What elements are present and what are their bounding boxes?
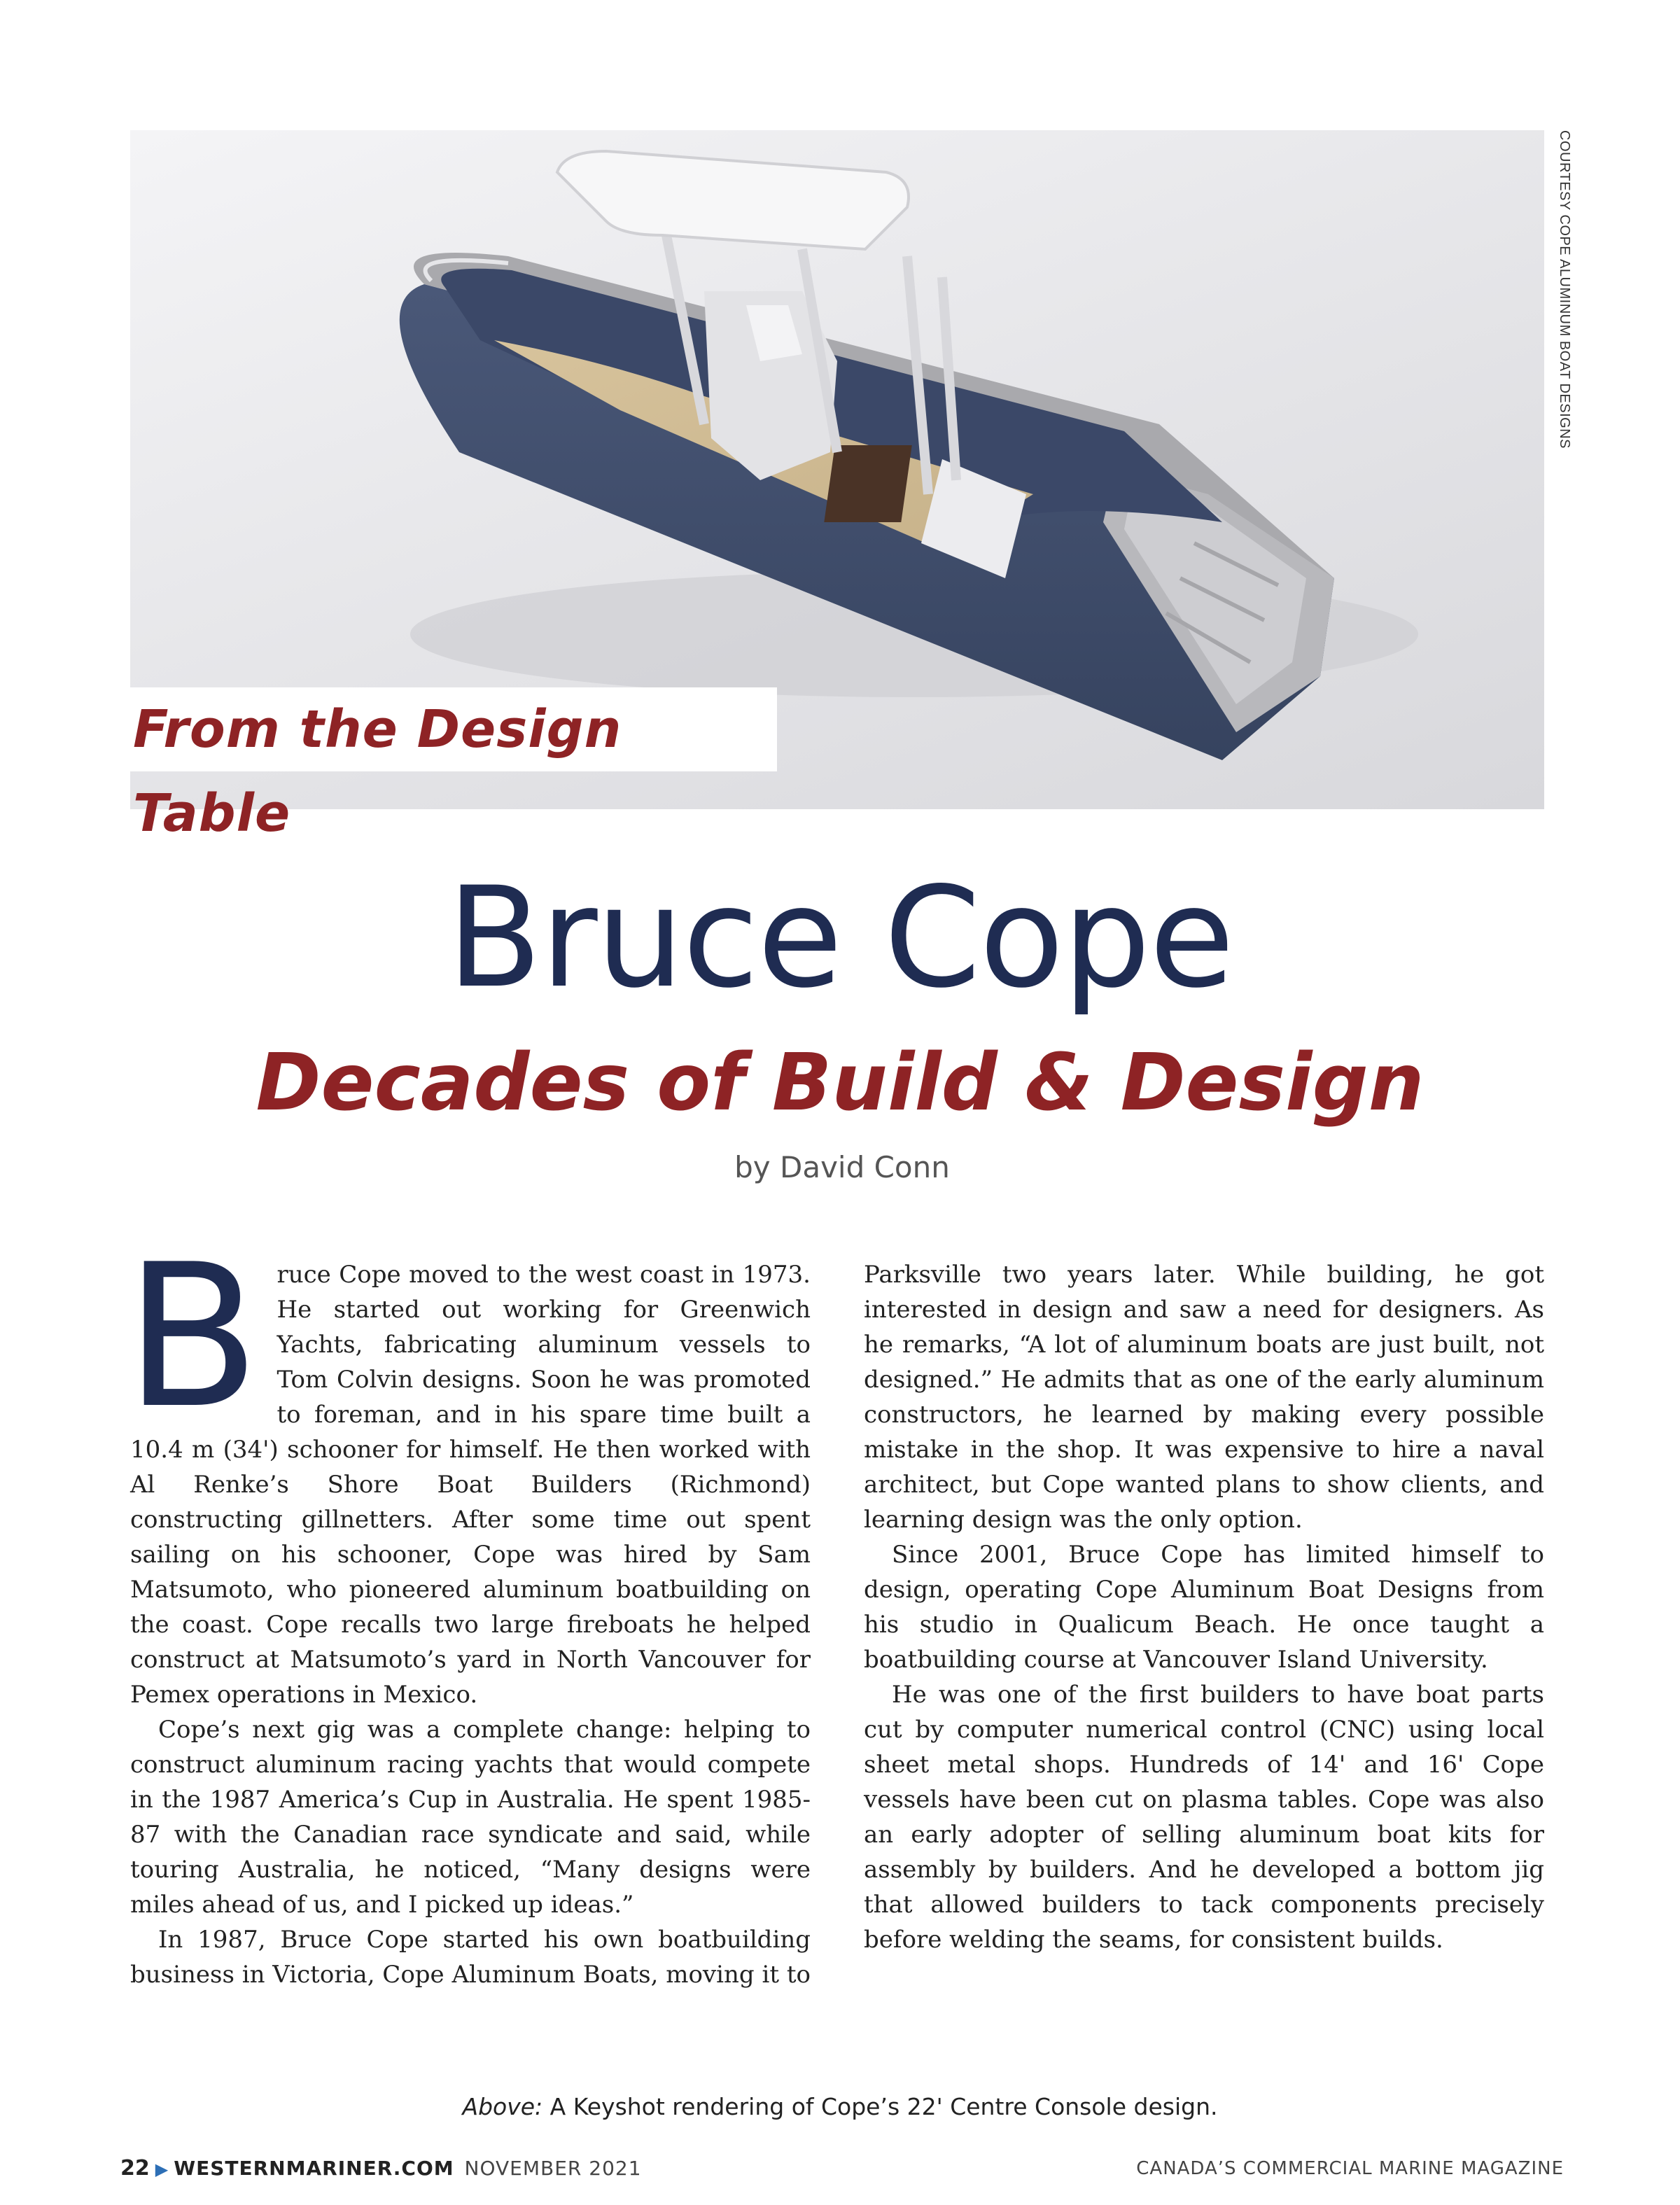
arrow-right-icon: ▶ <box>155 2160 169 2179</box>
footer-left <box>120 2155 642 2183</box>
paragraph: In 1987, Bruce Cope started his own boatbuilding business in Victoria, Cope Aluminum Boats, moving it to <box>130 1926 811 1989</box>
caption-label: Above: <box>462 2093 543 2120</box>
section-tag: From the Design Table <box>130 687 777 771</box>
photo-credit: COURTESY COPE ALUMINUM BOAT DESIGNS <box>1557 130 1572 449</box>
paragraph: Since 2001, Bruce Cope has limited himself to design, operating Cope Aluminum Boat Designs from his studio in Qualicum Beach. He once taught a boatbuilding course at Vancouver Island University. <box>864 1541 1544 1674</box>
article-title: Bruce Cope <box>447 857 1233 1018</box>
body-column-right <box>864 1257 1544 1957</box>
paragraph: Cope’s next gig was a complete change: helping to construct aluminum racing yachts that would compete in the 1987 America’s Cup in Australia. He spent 1985-87 with the Canadian race syndicate and said, while touring Australia, he noticed, “Many designs were miles ahead of us, and I picked up ideas.” <box>130 1716 811 1919</box>
body-column-left <box>125 1222 811 1992</box>
website-link[interactable]: WESTERNMARINER.COM <box>174 2157 454 2180</box>
magazine-tagline: CANADA’S COMMERCIAL MARINE MAGAZINE <box>1136 2158 1564 2179</box>
drop-cap: B <box>125 1222 260 1452</box>
byline: by David Conn <box>734 1150 950 1184</box>
paragraph: He was one of the first builders to have boat parts cut by computer numerical control (CNC) using local sheet metal shops. Hundreds of 14' and 16' Cope vessels have been cut on plasma tables. Cope was also an early adopter of selling aluminum boat kits for assembly by builders. And he developed a bottom jig that allowed builders to tack components precisely before welding the seams, for consistent builds. <box>864 1681 1544 1954</box>
image-caption <box>0 2093 1680 2120</box>
article-subtitle: Decades of Build & Design <box>255 1037 1424 1128</box>
issue-date: NOVEMBER 2021 <box>464 2157 642 2180</box>
caption-text: A Keyshot rendering of Cope’s 22' Centre Console design. <box>550 2093 1218 2120</box>
page-number: 22 <box>120 2156 150 2180</box>
paragraph: Bruce Cope moved to the west coast in 1973. He started out working for Greenwich Yachts, fabricating aluminum vessels to Tom Colvin designs. Soon he was promoted to foreman, and in his spare time built a 10.4 m (34') schooner for himself. He then worked with Al Renke’s Shore Boat Builders (Richmond) constructing gillnetters. After some time out spent sailing on his schooner, Cope was hired by Sam Matsumoto, who pioneered aluminum boatbuilding on the coast. Cope recalls two large fireboats he helped construct at Matsumoto’s yard in North Vancouver for Pemex operations in Mexico. <box>125 1222 811 1709</box>
paragraph: Parksville two years later. While building, he got interested in design and saw a need for designers. As he remarks, “A lot of aluminum boats are just built, not designed.” He admits that as one of the early aluminum constructors, he learned by making every possible mistake in the shop. It was expensive to hire a naval architect, but Cope wanted plans to show clients, and learning design was the only option. <box>864 1261 1544 1534</box>
